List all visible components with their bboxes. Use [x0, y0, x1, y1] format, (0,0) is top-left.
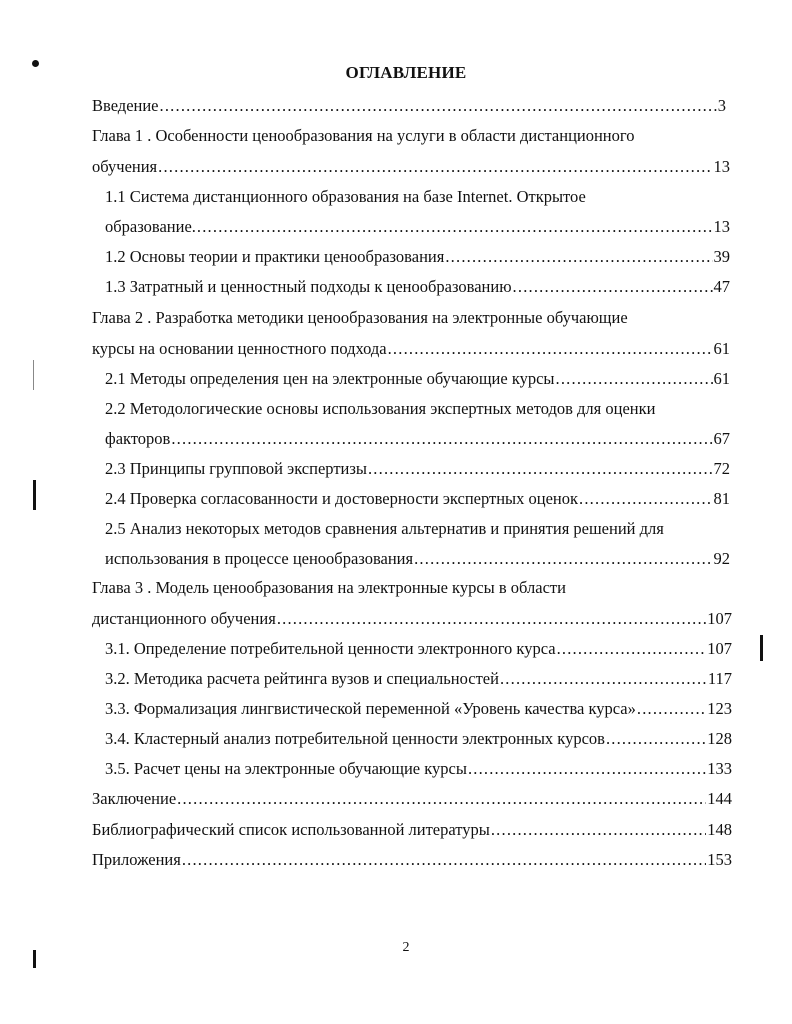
toc-entry-text: 3.1. Определение потребительной ценности электронного курса — [105, 639, 556, 658]
toc-entry-text: Введение — [92, 96, 159, 115]
page-number: 2 — [402, 940, 410, 955]
scan-mark-right — [760, 635, 763, 661]
toc-entry-chapter-2 — [92, 339, 730, 359]
toc-entry-2-2-line-1: 2.2 Методологические основы использования экспертных методов для оценки — [105, 399, 656, 418]
toc-entry-page: 148 — [707, 820, 732, 839]
toc-entry-1-3 — [105, 277, 730, 297]
toc-entry-intro — [92, 96, 726, 116]
toc-entry-chapter-3 — [92, 609, 732, 629]
toc-entry-text: Библиографический список использованной литературы — [92, 820, 490, 839]
toc-entry-page: 144 — [707, 789, 732, 808]
toc-entry-3-1 — [105, 639, 732, 659]
toc-entry-2-5 — [105, 549, 730, 569]
toc-entry-text: образование. — [105, 217, 196, 236]
toc-entry-2-4 — [105, 489, 730, 509]
toc-entry-1-1-line-1: 1.1 Система дистанционного образования на базе Internet. Открытое — [105, 187, 586, 206]
toc-entry-page: 47 — [713, 277, 730, 296]
toc-entry-page: 81 — [713, 489, 730, 508]
scan-mark-left-2 — [33, 480, 36, 510]
toc-entry-page: 13 — [713, 157, 730, 176]
toc-entry-page: 128 — [707, 729, 732, 748]
toc-entry-text: 2.3 Принципы групповой экспертизы — [105, 459, 367, 478]
toc-entry-text: Приложения — [92, 850, 181, 869]
toc-entry-text: 3.4. Кластерный анализ потребительной ценности электронных курсов — [105, 729, 605, 748]
toc-entry-page: 107 — [707, 639, 732, 658]
toc-entry-text: обучения — [92, 157, 158, 176]
toc-entry-bibliography — [92, 820, 732, 840]
toc-entry-1-1 — [105, 217, 730, 237]
toc-entry-text: 3.2. Методика расчета рейтинга вузов и специальностей — [105, 669, 499, 688]
toc-entry-2-3 — [105, 459, 730, 479]
toc-entry-page: 39 — [713, 247, 730, 266]
toc-entry-2-2 — [105, 429, 730, 449]
toc-entry-chapter-1 — [92, 157, 730, 177]
toc-entry-2-1 — [105, 369, 730, 389]
toc-entry-3-4 — [105, 729, 732, 749]
toc-entry-text: курсы на основании ценностного подхода — [92, 339, 387, 358]
toc-entry-3-2 — [105, 669, 732, 689]
toc-title: ОГЛАВЛЕНИЕ — [345, 63, 467, 82]
toc-entry-appendices — [92, 850, 732, 870]
toc-entry-text: факторов — [105, 429, 171, 448]
toc-entry-3-5 — [105, 759, 732, 779]
toc-entry-page: 13 — [713, 217, 730, 236]
toc-entry-page: 153 — [707, 850, 732, 869]
toc-entry-page: 3 — [717, 96, 726, 115]
toc-entry-page: 67 — [713, 429, 730, 448]
toc-entry-text: дистанционного обучения — [92, 609, 276, 628]
toc-entry-3-3 — [105, 699, 732, 719]
scan-mark-left-1 — [33, 360, 34, 390]
toc-entry-conclusion — [92, 789, 732, 809]
toc-entry-chapter-1-line-1: Глава 1 . Особенности ценообразования на услуги в области дистанционного — [92, 126, 635, 145]
toc-entry-page: 92 — [713, 549, 730, 568]
toc-entry-page: 72 — [713, 459, 730, 478]
toc-entry-1-2 — [105, 247, 730, 267]
toc-entry-2-5-line-1: 2.5 Анализ некоторых методов сравнения альтернатив и принятия решений для — [105, 519, 664, 538]
toc-entry-chapter-3-line-1: Глава 3 . Модель ценообразования на электронные курсы в области — [92, 578, 566, 597]
toc-entry-page: 61 — [713, 339, 730, 358]
toc-entry-page: 123 — [707, 699, 732, 718]
toc-entry-text: 1.3 Затратный и ценностный подходы к ценообразованию — [105, 277, 512, 296]
toc-entry-text: 1.2 Основы теории и практики ценообразования — [105, 247, 445, 266]
toc-entry-page: 61 — [713, 369, 730, 388]
toc-entry-page: 133 — [707, 759, 732, 778]
toc-entry-text: 2.1 Методы определения цен на электронные обучающие курсы — [105, 369, 555, 388]
toc-entry-page: 117 — [707, 669, 732, 688]
toc-entry-text: Заключение — [92, 789, 177, 808]
toc-entry-text: 2.4 Проверка согласованности и достоверности экспертных оценок — [105, 489, 579, 508]
toc-entry-chapter-2-line-1: Глава 2 . Разработка методики ценообразования на электронные обучающие — [92, 308, 628, 327]
toc-entry-text: 3.3. Формализация лингвистической переменной «Уровень качества курса» — [105, 699, 636, 718]
toc-entry-page: 107 — [707, 609, 732, 628]
toc-entry-text: использования в процессе ценообразования — [105, 549, 414, 568]
toc-entry-text: 3.5. Расчет цены на электронные обучающие курсы — [105, 759, 467, 778]
